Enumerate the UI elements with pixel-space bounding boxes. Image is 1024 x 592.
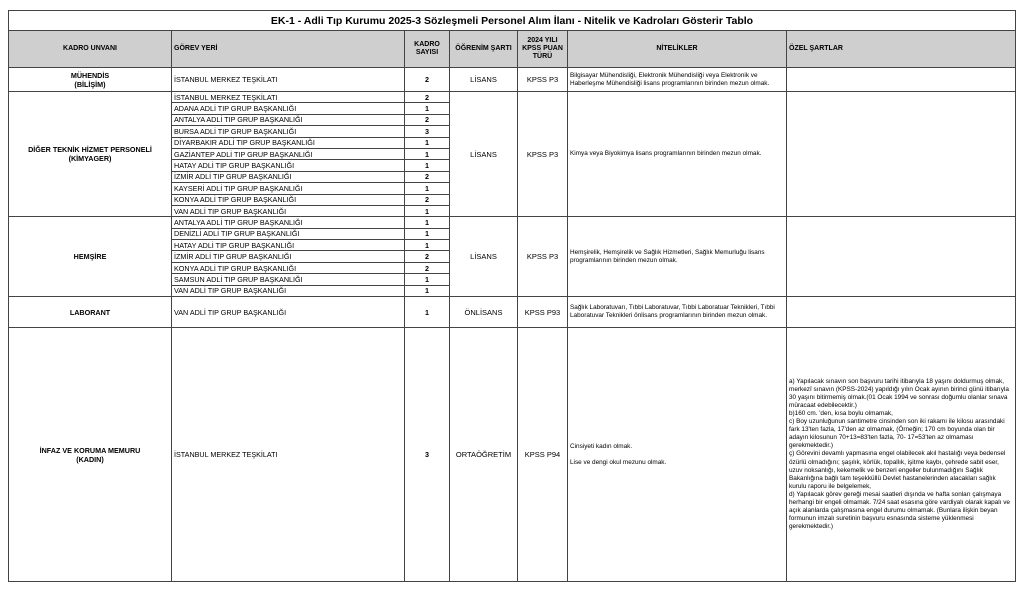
kpss-puan-turu-cell: KPSS P3 xyxy=(518,217,568,297)
header-ogrenim-sarti: ÖĞRENİM ŞARTI xyxy=(450,31,518,68)
ozel-sartlar-cell: a) Yapılacak sınavın son başvuru tarihi itibarıyla 18 yaşını doldurmuş olmak, merkezî sınavın (KPSS-2024) yapıldığı yılın Ocak ayının birinci günü itibarıyla 30 yaşını bitirmemiş olmak.(01 Ocak 1994 ve sonrası doğumlu olanlar sınava müracaat edebilecektir.) b)160 cm. 'den, kısa boylu olmamak, c) Boy uzunluğunun santimetre cinsinden son iki rakamı ile kilosu arasındaki fark 13'ten fazla, 17'den az olmamak, (Örneğin; 170 cm boyunda olan bir adayın kilosunun 70+13=83'ten fazla, 70- 17=53'ten az olmaması gerekmektedir.) ç) Görevini devamlı yapmasına engel olabilecek akıl hastalığı veya bedensel özürlü olmadığını; şaşılık, körlük, topallık, işitme kaybı, çehrede sabit eser, uzuv noksanlığı, kekemelik ve benzeri engeller bulunmadığını Sağlık Bakanlığına bağlı tam teşekküllü Devlet hastanelerinden alacakları sağlık kurulu raporu ile belgelemek, d) Yapılacak görev gereği mesai saatleri dışında ve hafta sonları çalışmaya herhangi bir engeli olmamak. 7/24 saat esasına göre vardiyalı olarak kapalı ve açık alanlarda çalışmasına engel durumu olmamak. (Bunlara ilişkin beyan formunun imzalı suretinin başvuru esnasında sisteme yüklenmesi gerekmektedir.) xyxy=(787,328,1016,582)
kadro-sayisi-cell: 1 xyxy=(405,205,450,216)
kadro-sayisi-cell: 1 xyxy=(405,285,450,296)
kadro-sayisi-cell: 1 xyxy=(405,137,450,148)
document-sheet xyxy=(8,10,1015,582)
gorev-yeri-cell: VAN ADLİ TIP GRUP BAŞKANLIĞI xyxy=(172,297,405,328)
ozel-sartlar-cell xyxy=(787,92,1016,217)
gorev-yeri-cell: HATAY ADLİ TIP GRUP BAŞKANLIĞI xyxy=(172,240,405,251)
kpss-puan-turu-cell: KPSS P94 xyxy=(518,328,568,582)
table-row xyxy=(9,217,1016,228)
gorev-yeri-cell: KONYA ADLİ TIP GRUP BAŞKANLIĞI xyxy=(172,194,405,205)
nitelikler-cell: Kimya veya Biyokimya lisans programlarının birinden mezun olmak. xyxy=(568,92,787,217)
kadro-sayisi-cell: 1 xyxy=(405,297,450,328)
gorev-yeri-cell: HATAY ADLİ TIP GRUP BAŞKANLIĞI xyxy=(172,160,405,171)
positions-table xyxy=(8,10,1016,582)
header-gorev-yeri: GÖREV YERİ xyxy=(172,31,405,68)
kadro-unvani-cell: LABORANT xyxy=(9,297,172,328)
nitelikler-cell: Sağlık Laboratuvarı, Tıbbi Laboratuvar, Tıbbi Laboratuar Teknikleri, Tıbbi Laboratuvar Teknikleri önlisans programlarının birinden mezun olmak. xyxy=(568,297,787,328)
kadro-sayisi-cell: 2 xyxy=(405,251,450,262)
kadro-unvani-cell: DİĞER TEKNİK HİZMET PERSONELİ (KİMYAGER) xyxy=(9,92,172,217)
gorev-yeri-cell: DENİZLİ ADLİ TIP GRUP BAŞKANLIĞI xyxy=(172,228,405,239)
nitelikler-cell: Hemşirelik, Hemşirelik ve Sağlık Hizmetleri, Sağlık Memurluğu lisans programlarının birinden mezun olmak. xyxy=(568,217,787,297)
ogrenim-sarti-cell: ORTAÖĞRETİM xyxy=(450,328,518,582)
kadro-sayisi-cell: 2 xyxy=(405,114,450,125)
kadro-sayisi-cell: 1 xyxy=(405,274,450,285)
kadro-sayisi-cell: 2 xyxy=(405,171,450,182)
ogrenim-sarti-cell: LİSANS xyxy=(450,68,518,92)
ozel-sartlar-cell xyxy=(787,217,1016,297)
nitelikler-cell: Bilgisayar Mühendisliği, Elektronik Mühendisliği veya Elektronik ve Haberleşme Mühendisliği lisans programlarının birinden mezun olmak. xyxy=(568,68,787,92)
ogrenim-sarti-cell: LİSANS xyxy=(450,92,518,217)
ogrenim-sarti-cell: ÖNLİSANS xyxy=(450,297,518,328)
header-nitelikler: NİTELİKLER xyxy=(568,31,787,68)
gorev-yeri-cell: BURSA ADLİ TIP GRUP BAŞKANLIĞI xyxy=(172,126,405,137)
kpss-puan-turu-cell: KPSS P3 xyxy=(518,68,568,92)
kadro-sayisi-cell: 1 xyxy=(405,183,450,194)
header-kadro-unvani: KADRO UNVANI xyxy=(9,31,172,68)
table-row xyxy=(9,328,1016,582)
gorev-yeri-cell: İSTANBUL MERKEZ TEŞKİLATI xyxy=(172,92,405,103)
table-row xyxy=(9,92,1016,103)
kadro-unvani-cell: MÜHENDİS (BİLİŞİM) xyxy=(9,68,172,92)
kadro-sayisi-cell: 2 xyxy=(405,194,450,205)
kadro-sayisi-cell: 1 xyxy=(405,228,450,239)
kadro-sayisi-cell: 1 xyxy=(405,103,450,114)
nitelikler-cell: Cinsiyeti kadın olmak. Lise ve dengi okul mezunu olmak. xyxy=(568,328,787,582)
header-kpss-puan-turu: 2024 YILI KPSS PUAN TÜRÜ xyxy=(518,31,568,68)
kadro-sayisi-cell: 1 xyxy=(405,160,450,171)
page-title: EK-1 - Adli Tıp Kurumu 2025-3 Sözleşmeli Personel Alım İlanı - Nitelik ve Kadroları Gösterir Tablo xyxy=(9,11,1016,31)
gorev-yeri-cell: İSTANBUL MERKEZ TEŞKİLATI xyxy=(172,328,405,582)
gorev-yeri-cell: KAYSERİ ADLİ TIP GRUP BAŞKANLIĞI xyxy=(172,183,405,194)
ozel-sartlar-cell xyxy=(787,297,1016,328)
ozel-sartlar-cell xyxy=(787,68,1016,92)
kadro-sayisi-cell: 1 xyxy=(405,148,450,159)
kadro-sayisi-cell: 2 xyxy=(405,68,450,92)
header-ozel-sartlar: ÖZEL ŞARTLAR xyxy=(787,31,1016,68)
kadro-sayisi-cell: 1 xyxy=(405,217,450,228)
gorev-yeri-cell: VAN ADLİ TIP GRUP BAŞKANLIĞI xyxy=(172,205,405,216)
table-body xyxy=(9,68,1016,582)
gorev-yeri-cell: SAMSUN ADLİ TIP GRUP BAŞKANLIĞI xyxy=(172,274,405,285)
kadro-sayisi-cell: 2 xyxy=(405,262,450,273)
gorev-yeri-cell: GAZİANTEP ADLİ TIP GRUP BAŞKANLIĞI xyxy=(172,148,405,159)
gorev-yeri-cell: DİYARBAKIR ADLİ TIP GRUP BAŞKANLIĞI xyxy=(172,137,405,148)
kadro-unvani-cell: HEMŞİRE xyxy=(9,217,172,297)
table-row xyxy=(9,68,1016,92)
gorev-yeri-cell: İZMİR ADLİ TIP GRUP BAŞKANLIĞI xyxy=(172,251,405,262)
kpss-puan-turu-cell: KPSS P3 xyxy=(518,92,568,217)
kadro-unvani-cell: İNFAZ VE KORUMA MEMURU (KADIN) xyxy=(9,328,172,582)
kpss-puan-turu-cell: KPSS P93 xyxy=(518,297,568,328)
table-row xyxy=(9,297,1016,328)
kadro-sayisi-cell: 3 xyxy=(405,328,450,582)
kadro-sayisi-cell: 2 xyxy=(405,92,450,103)
gorev-yeri-cell: İSTANBUL MERKEZ TEŞKİLATI xyxy=(172,68,405,92)
gorev-yeri-cell: ADANA ADLİ TIP GRUP BAŞKANLIĞI xyxy=(172,103,405,114)
ogrenim-sarti-cell: LİSANS xyxy=(450,217,518,297)
kadro-sayisi-cell: 3 xyxy=(405,126,450,137)
header-kadro-sayisi: KADRO SAYISI xyxy=(405,31,450,68)
gorev-yeri-cell: ANTALYA ADLİ TIP GRUP BAŞKANLIĞI xyxy=(172,114,405,125)
gorev-yeri-cell: İZMİR ADLİ TIP GRUP BAŞKANLIĞI xyxy=(172,171,405,182)
header-row xyxy=(9,31,1016,68)
gorev-yeri-cell: KONYA ADLİ TIP GRUP BAŞKANLIĞI xyxy=(172,262,405,273)
gorev-yeri-cell: VAN ADLİ TIP GRUP BAŞKANLIĞI xyxy=(172,285,405,296)
gorev-yeri-cell: ANTALYA ADLİ TIP GRUP BAŞKANLIĞI xyxy=(172,217,405,228)
kadro-sayisi-cell: 1 xyxy=(405,240,450,251)
